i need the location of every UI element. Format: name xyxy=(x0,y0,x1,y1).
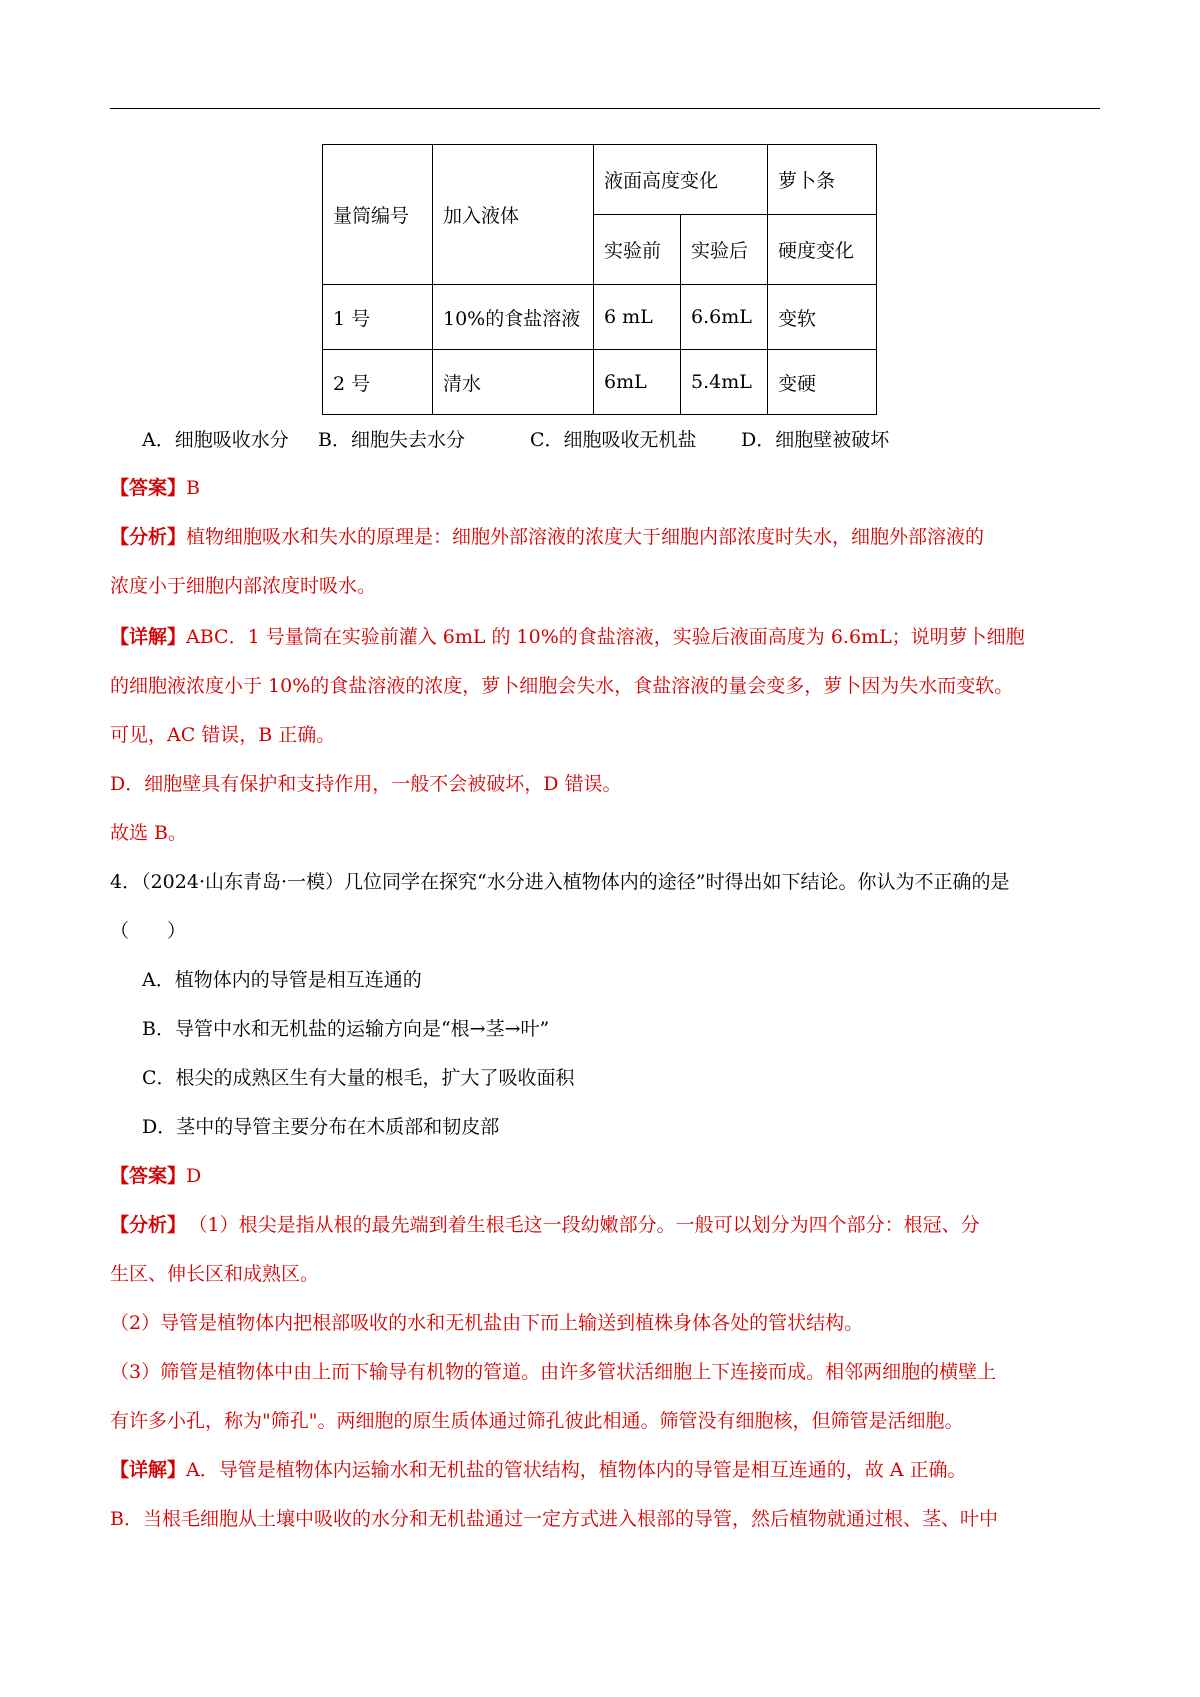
q4-detail-line: 【详解】A．导管是植物体内运输水和无机盐的管状结构，植物体内的导管是相互连通的，故 A 正确。 xyxy=(110,1459,967,1481)
experiment-table xyxy=(322,144,877,415)
q4-analysis-line: 【分析】 （1）根尖是指从根的最先端到着生根毛这一段幼嫩部分。一般可以划分为四个部分：根冠、分 xyxy=(110,1214,980,1236)
table-row xyxy=(323,285,877,350)
q4-stem-bracket: （ ） xyxy=(110,920,187,942)
table-row xyxy=(323,350,877,415)
row-liquid: 10%的食盐溶液 xyxy=(433,285,594,350)
row-liquid: 清水 xyxy=(433,350,594,415)
row-hardness: 变软 xyxy=(768,285,877,350)
row-hardness: 变硬 xyxy=(768,350,877,415)
row-cylinder-id: 2 号 xyxy=(323,350,433,415)
row-cylinder-id: 1 号 xyxy=(323,285,433,350)
header-radish: 萝卜条 xyxy=(768,145,877,215)
q3-option-d: D．细胞壁被破坏 xyxy=(741,429,890,451)
q4-analysis-line: 有许多小孔，称为"筛孔"。两细胞的原生质体通过筛孔彼此相通。筛管没有细胞核，但筛管是活细胞。 xyxy=(110,1410,964,1432)
q3-analysis-line: 浓度小于细胞内部浓度时吸水。 xyxy=(110,575,377,597)
q4-option-b: B．导管中水和无机盐的运输方向是“根→茎→叶” xyxy=(142,1018,550,1040)
q3-option-a: A．细胞吸收水分 xyxy=(142,429,289,451)
q3-detail-line: 故选 B。 xyxy=(110,822,188,844)
q4-analysis-line: （3）筛管是植物体中由上而下输导有机物的管道。由许多管状活细胞上下连接而成。相邻两细胞的横壁上 xyxy=(110,1361,997,1383)
q4-detail-line: B．当根毛细胞从土壤中吸收的水分和无机盐通过一定方式进入根部的导管，然后植物就通过根、茎、叶中 xyxy=(110,1508,998,1530)
q4-analysis-line: 生区、伸长区和成熟区。 xyxy=(110,1263,320,1285)
row-before: 6mL xyxy=(594,350,681,415)
q3-detail-line: 【详解】ABC．1 号量筒在实验前灌入 6mL 的 10%的食盐溶液，实验后液面高度为 6.6mL；说明萝卜细胞 xyxy=(110,626,1025,648)
q3-detail-line: 的细胞液浓度小于 10%的食盐溶液的浓度，萝卜细胞会失水，食盐溶液的量会变多，萝卜因为失水而变软。 xyxy=(110,675,1014,697)
header-cylinder-no: 量筒编号 xyxy=(323,145,433,285)
header-rule xyxy=(110,108,1100,109)
q3-detail-line: D．细胞壁具有保护和支持作用，一般不会被破坏，D 错误。 xyxy=(110,773,622,795)
q3-detail-line: 可见，AC 错误，B 正确。 xyxy=(110,724,336,746)
q4-option-a: A．植物体内的导管是相互连通的 xyxy=(142,969,422,991)
q3-option-b: B．细胞失去水分 xyxy=(318,429,465,451)
q4-stem: 4．（2024·山东青岛·一模）几位同学在探究“水分进入植物体内的途径”时得出如下结论。你认为不正确的是 xyxy=(110,871,1010,893)
header-level-change: 液面高度变化 xyxy=(594,145,768,215)
header-after: 实验后 xyxy=(681,215,768,285)
q4-option-c: C．根尖的成熟区生有大量的根毛，扩大了吸收面积 xyxy=(142,1067,575,1089)
row-before: 6 mL xyxy=(594,285,681,350)
row-after: 5.4mL xyxy=(681,350,768,415)
q3-analysis-line: 【分析】植物细胞吸水和失水的原理是：细胞外部溶液的浓度大于细胞内部浓度时失水，细胞外部溶液的 xyxy=(110,526,985,548)
q4-option-d: D．茎中的导管主要分布在木质部和韧皮部 xyxy=(142,1116,500,1138)
q4-answer: 【答案】D xyxy=(110,1165,202,1187)
row-after: 6.6mL xyxy=(681,285,768,350)
header-added-liquid: 加入液体 xyxy=(433,145,594,285)
header-before: 实验前 xyxy=(594,215,681,285)
q3-option-c: C．细胞吸收无机盐 xyxy=(530,429,697,451)
header-hardness: 硬度变化 xyxy=(768,215,877,285)
q4-analysis-line: （2）导管是植物体内把根部吸收的水和无机盐由下而上输送到植株身体各处的管状结构。 xyxy=(110,1312,864,1334)
q3-answer: 【答案】B xyxy=(110,477,200,499)
